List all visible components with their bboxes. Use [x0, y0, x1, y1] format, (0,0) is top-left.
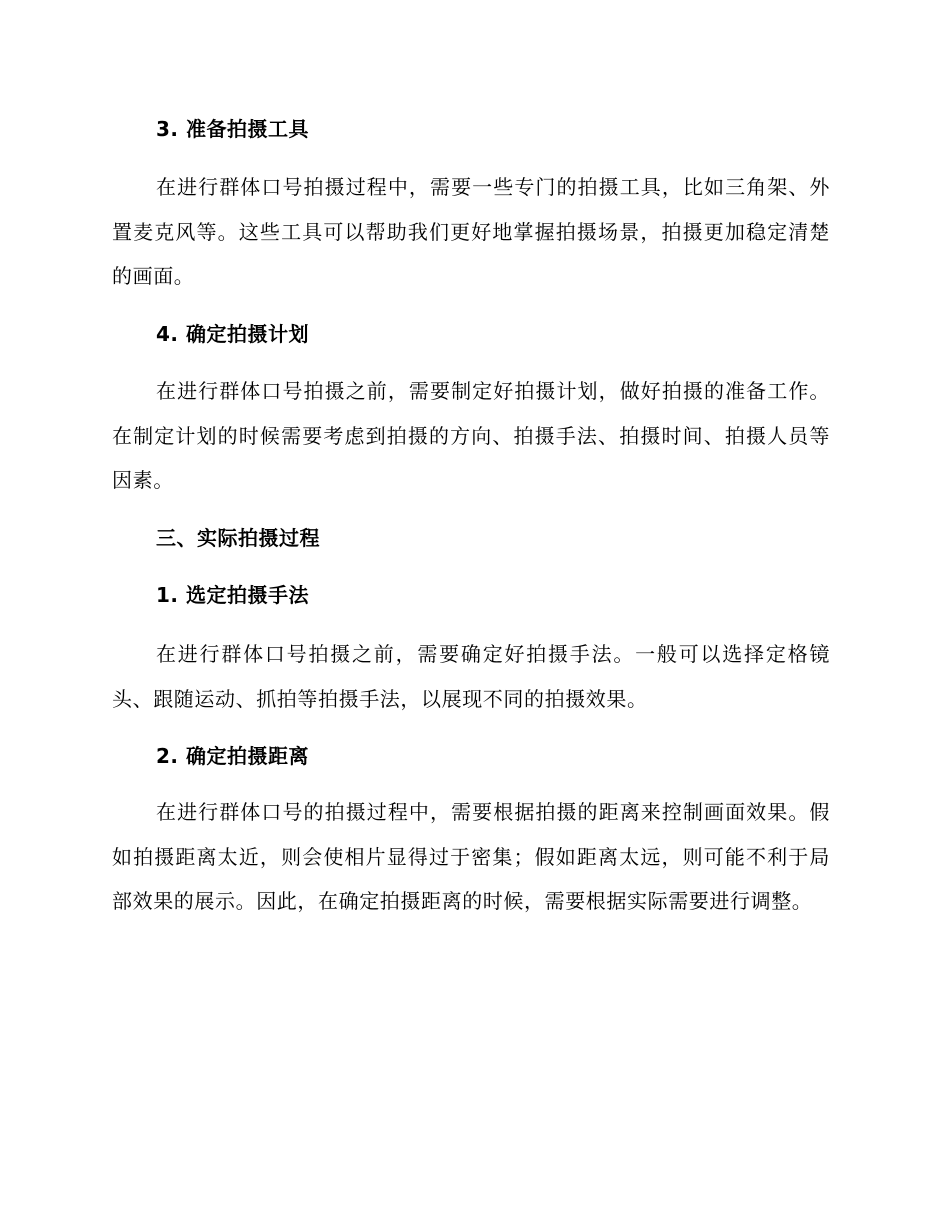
paragraph-shooting-plan: 在进行群体口号拍摄之前，需要制定好拍摄计划，做好拍摄的准备工作。在制定计划的时候需要考虑到拍摄的方向、拍摄手法、拍摄时间、拍摄人员等因素。	[112, 379, 830, 492]
section-heading-shooting-plan: 4. 确定拍摄计划	[156, 322, 309, 346]
section-heading-shooting-distance: 2. 确定拍摄距离	[156, 744, 309, 768]
paragraph-prepare-tools: 在进行群体口号拍摄过程中，需要一些专门的拍摄工具，比如三角架、外置麦克风等。这些工具可以帮助我们更好地掌握拍摄场景，拍摄更加稳定清楚的画面。	[112, 175, 830, 288]
chapter-heading-actual-shooting: 三、实际拍摄过程	[156, 526, 320, 550]
paragraph-shooting-distance: 在进行群体口号的拍摄过程中，需要根据拍摄的距离来控制画面效果。假如拍摄距离太近，则会使相片显得过于密集；假如距离太远，则可能不利于局部效果的展示。因此，在确定拍摄距离的时候，需要根据实际需要进行调整。	[112, 800, 830, 913]
section-heading-prepare-tools: 3. 准备拍摄工具	[156, 117, 309, 141]
paragraph-shooting-technique: 在进行群体口号拍摄之前，需要确定好拍摄手法。一般可以选择定格镜头、跟随运动、抓拍等拍摄手法，以展现不同的拍摄效果。	[112, 642, 830, 711]
section-heading-shooting-technique: 1. 选定拍摄手法	[156, 583, 309, 607]
